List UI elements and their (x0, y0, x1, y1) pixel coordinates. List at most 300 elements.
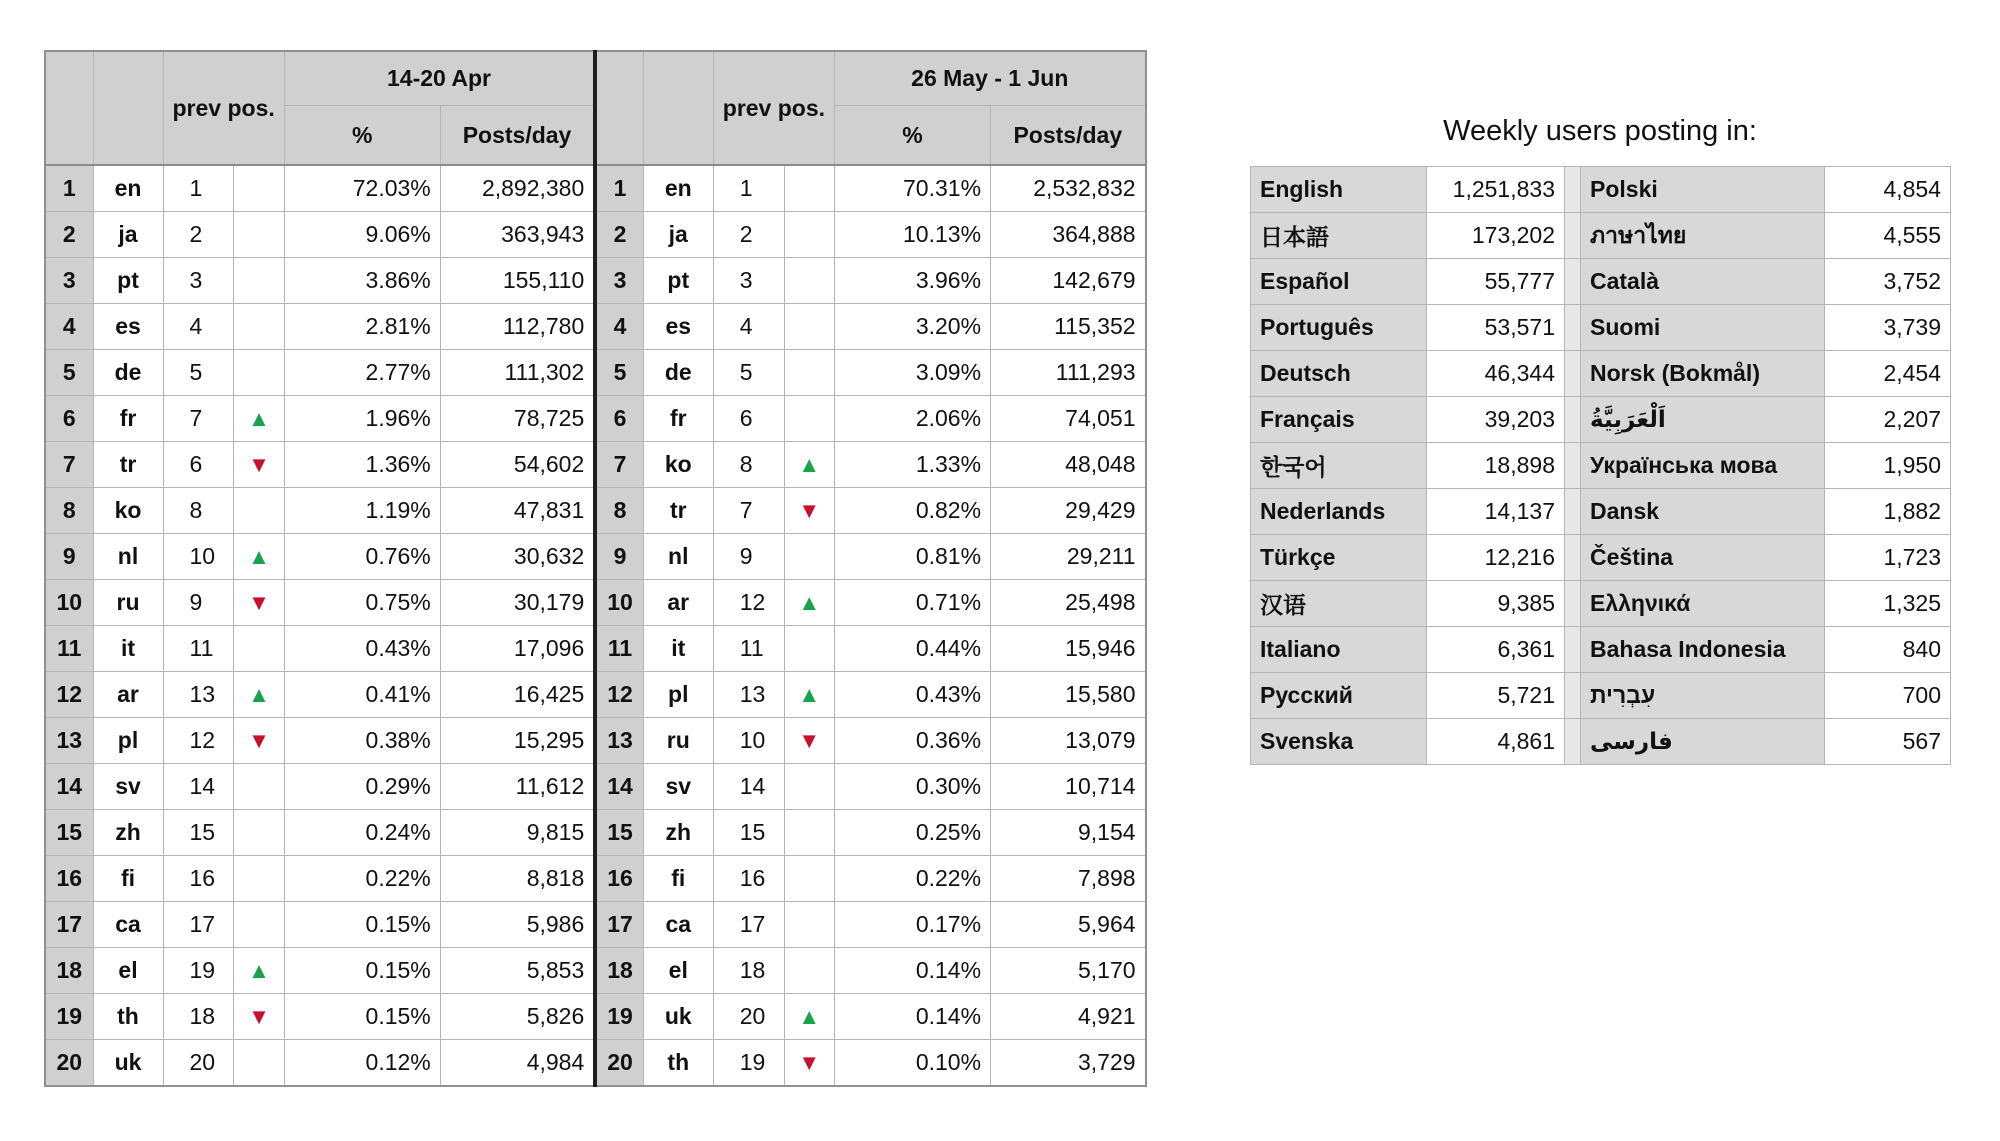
trend-cell (234, 718, 285, 764)
trend-cell (784, 304, 835, 350)
weekly-users-value: 6,361 (1427, 627, 1565, 673)
language-name: Português (1251, 305, 1427, 351)
language-code: es (643, 304, 713, 350)
trend-cell (234, 442, 285, 488)
prev-position: 19 (163, 948, 234, 994)
language-name: Italiano (1251, 627, 1427, 673)
percent-value: 0.15% (284, 902, 440, 948)
language-code: pl (93, 718, 163, 764)
trend-cell (784, 810, 835, 856)
posts-per-day-value: 15,580 (991, 672, 1146, 718)
posts-per-day-value: 2,532,832 (991, 165, 1146, 212)
rank-cell: 7 (595, 442, 643, 488)
prev-position: 10 (713, 718, 784, 764)
language-name: Norsk (Bokmål) (1581, 351, 1825, 397)
language-code: tr (93, 442, 163, 488)
language-name: Polski (1581, 167, 1825, 213)
posts-per-day-value: 4,984 (440, 1040, 595, 1087)
table-row (45, 442, 1146, 488)
language-code: ru (643, 718, 713, 764)
rank-cell: 9 (45, 534, 93, 580)
trend-cell (784, 165, 835, 212)
weekly-users-value: 4,555 (1825, 213, 1951, 259)
posts-per-day-value: 48,048 (991, 442, 1146, 488)
weekly-users-value: 173,202 (1427, 213, 1565, 259)
percent-header: % (835, 106, 991, 166)
rank-cell: 15 (595, 810, 643, 856)
percent-value: 0.76% (284, 534, 440, 580)
percent-value: 0.82% (835, 488, 991, 534)
rank-cell: 7 (45, 442, 93, 488)
weekly-users-value: 1,251,833 (1427, 167, 1565, 213)
weekly-users-title: Weekly users posting in: (1443, 115, 1757, 147)
percent-value: 9.06% (284, 212, 440, 258)
trend-cell (784, 212, 835, 258)
posts-per-day-value: 15,295 (440, 718, 595, 764)
rank-cell: 5 (45, 350, 93, 396)
percent-value: 1.33% (835, 442, 991, 488)
posts-per-day-value: 2,892,380 (440, 165, 595, 212)
posts-per-day-value: 363,943 (440, 212, 595, 258)
weekly-users-value: 46,344 (1427, 351, 1565, 397)
trend-cell (234, 258, 285, 304)
percent-value: 0.29% (284, 764, 440, 810)
percent-value: 0.22% (835, 856, 991, 902)
posts-per-day-value: 4,921 (991, 994, 1146, 1040)
users-row (1251, 397, 1951, 443)
users-row (1251, 305, 1951, 351)
language-code: sv (643, 764, 713, 810)
users-row (1251, 259, 1951, 305)
trend-up-icon: ▲ (798, 1004, 821, 1029)
table-row (45, 810, 1146, 856)
language-code: fr (643, 396, 713, 442)
rank-cell: 10 (45, 580, 93, 626)
trend-cell (234, 1040, 285, 1087)
rank-cell: 9 (595, 534, 643, 580)
prev-pos-header: prev pos. (713, 51, 834, 165)
trend-cell (784, 948, 835, 994)
prev-position: 16 (713, 856, 784, 902)
users-row (1251, 535, 1951, 581)
prev-position: 4 (163, 304, 234, 350)
prev-pos-header: prev pos. (163, 51, 284, 165)
language-name: Français (1251, 397, 1427, 443)
weekly-users-value: 4,861 (1427, 719, 1565, 765)
users-row (1251, 673, 1951, 719)
language-code: nl (93, 534, 163, 580)
prev-position: 11 (163, 626, 234, 672)
language-name: Svenska (1251, 719, 1427, 765)
header-row-periods (45, 51, 1146, 106)
percent-value: 0.43% (835, 672, 991, 718)
posts-per-day-value: 115,352 (991, 304, 1146, 350)
rank-cell: 13 (45, 718, 93, 764)
posts-per-day-value: 155,110 (440, 258, 595, 304)
posts-per-day-value: 74,051 (991, 396, 1146, 442)
code-header (643, 51, 713, 165)
posts-per-day-value: 16,425 (440, 672, 595, 718)
language-code: th (643, 1040, 713, 1087)
rank-cell: 16 (45, 856, 93, 902)
table-row (45, 396, 1146, 442)
trend-cell (784, 396, 835, 442)
table-row (45, 580, 1146, 626)
prev-position: 17 (713, 902, 784, 948)
language-code: sv (93, 764, 163, 810)
rank-cell: 8 (45, 488, 93, 534)
rank-cell: 20 (45, 1040, 93, 1087)
users-row (1251, 443, 1951, 489)
prev-position: 5 (713, 350, 784, 396)
trend-cell (234, 764, 285, 810)
weekly-users-value: 55,777 (1427, 259, 1565, 305)
trend-cell (234, 994, 285, 1040)
language-code: el (643, 948, 713, 994)
language-code: it (643, 626, 713, 672)
posts-per-day-value: 364,888 (991, 212, 1146, 258)
percent-value: 2.06% (835, 396, 991, 442)
language-name: 한국어 (1251, 443, 1427, 489)
rank-cell: 2 (45, 212, 93, 258)
weekly-users-value: 1,325 (1825, 581, 1951, 627)
table-row (45, 165, 1146, 212)
trend-cell (234, 534, 285, 580)
percent-value: 70.31% (835, 165, 991, 212)
percent-value: 72.03% (284, 165, 440, 212)
language-code: uk (93, 1040, 163, 1087)
rank-cell: 8 (595, 488, 643, 534)
posts-per-day-value: 5,826 (440, 994, 595, 1040)
posts-per-day-value: 5,986 (440, 902, 595, 948)
trend-cell (234, 948, 285, 994)
users-row (1251, 581, 1951, 627)
posts-per-day-value: 5,964 (991, 902, 1146, 948)
rank-cell: 18 (45, 948, 93, 994)
table-row (45, 626, 1146, 672)
weekly-users-value: 3,739 (1825, 305, 1951, 351)
trend-cell (784, 258, 835, 304)
prev-position: 7 (163, 396, 234, 442)
language-name: Čeština (1581, 535, 1825, 581)
percent-value: 0.71% (835, 580, 991, 626)
table-row (45, 764, 1146, 810)
trend-down-icon: ▼ (248, 590, 270, 615)
prev-position: 18 (713, 948, 784, 994)
language-code: en (93, 165, 163, 212)
trend-cell (784, 1040, 835, 1087)
rank-cell: 17 (595, 902, 643, 948)
prev-position: 8 (713, 442, 784, 488)
trend-cell (234, 672, 285, 718)
language-code: ja (643, 212, 713, 258)
rank-cell: 14 (45, 764, 93, 810)
code-header (93, 51, 163, 165)
trend-cell (234, 165, 285, 212)
trend-cell (784, 488, 835, 534)
rank-cell: 1 (45, 165, 93, 212)
rank-cell: 15 (45, 810, 93, 856)
language-code: ru (93, 580, 163, 626)
percent-value: 0.36% (835, 718, 991, 764)
prev-position: 14 (163, 764, 234, 810)
prev-position: 14 (713, 764, 784, 810)
percent-value: 2.81% (284, 304, 440, 350)
posts-per-day-value: 112,780 (440, 304, 595, 350)
language-code: fr (93, 396, 163, 442)
weekly-users-value: 700 (1825, 673, 1951, 719)
trend-cell (784, 672, 835, 718)
language-code: fi (93, 856, 163, 902)
language-code: es (93, 304, 163, 350)
percent-value: 0.75% (284, 580, 440, 626)
column-gap (1565, 673, 1581, 719)
percent-value: 0.12% (284, 1040, 440, 1087)
trend-cell (234, 626, 285, 672)
percent-value: 1.36% (284, 442, 440, 488)
trend-cell (234, 212, 285, 258)
language-code: fi (643, 856, 713, 902)
trend-up-icon: ▲ (248, 682, 270, 707)
rank-cell: 10 (595, 580, 643, 626)
language-name: עִבְרִית (1581, 673, 1825, 719)
language-name: Nederlands (1251, 489, 1427, 535)
table-row (45, 212, 1146, 258)
language-code: en (643, 165, 713, 212)
percent-value: 0.10% (835, 1040, 991, 1087)
rank-cell: 12 (45, 672, 93, 718)
trend-cell (234, 856, 285, 902)
rank-cell: 19 (595, 994, 643, 1040)
language-name: Bahasa Indonesia (1581, 627, 1825, 673)
prev-position: 3 (163, 258, 234, 304)
percent-value: 0.15% (284, 994, 440, 1040)
table-row (45, 948, 1146, 994)
language-name: Türkçe (1251, 535, 1427, 581)
weekly-users-table (1250, 166, 1951, 765)
language-code: nl (643, 534, 713, 580)
language-code: it (93, 626, 163, 672)
percent-value: 0.44% (835, 626, 991, 672)
prev-position: 4 (713, 304, 784, 350)
trend-up-icon: ▲ (248, 544, 270, 569)
table-row (45, 718, 1146, 764)
rank-cell: 4 (45, 304, 93, 350)
percent-value: 0.30% (835, 764, 991, 810)
prev-position: 7 (713, 488, 784, 534)
percent-value: 3.20% (835, 304, 991, 350)
language-name: Español (1251, 259, 1427, 305)
posts-per-day-value: 30,179 (440, 580, 595, 626)
table-row (45, 1040, 1146, 1087)
column-gap (1565, 581, 1581, 627)
column-gap (1565, 535, 1581, 581)
table-row (45, 350, 1146, 396)
language-name: Українська мова (1581, 443, 1825, 489)
prev-position: 20 (163, 1040, 234, 1087)
column-gap (1565, 397, 1581, 443)
rank-cell: 17 (45, 902, 93, 948)
prev-position: 20 (713, 994, 784, 1040)
percent-value: 0.17% (835, 902, 991, 948)
rank-cell: 13 (595, 718, 643, 764)
trend-down-icon: ▼ (248, 728, 270, 753)
language-code: pt (93, 258, 163, 304)
prev-position: 2 (163, 212, 234, 258)
language-name: Ελληνικά (1581, 581, 1825, 627)
weekly-users-value: 39,203 (1427, 397, 1565, 443)
table-row (45, 534, 1146, 580)
language-name: Suomi (1581, 305, 1825, 351)
language-name: Deutsch (1251, 351, 1427, 397)
trend-cell (234, 350, 285, 396)
prev-position: 15 (163, 810, 234, 856)
trend-up-icon: ▲ (248, 406, 270, 431)
prev-position: 15 (713, 810, 784, 856)
period-1-header: 14-20 Apr (284, 51, 595, 106)
posts-per-day-header: Posts/day (991, 106, 1146, 166)
trend-cell (784, 442, 835, 488)
posts-per-day-header: Posts/day (440, 106, 595, 166)
table-row (45, 258, 1146, 304)
prev-position: 3 (713, 258, 784, 304)
trend-down-icon: ▼ (248, 452, 270, 477)
rank-cell: 19 (45, 994, 93, 1040)
language-code: uk (643, 994, 713, 1040)
trend-down-icon: ▼ (798, 1050, 821, 1075)
posts-per-day-value: 111,293 (991, 350, 1146, 396)
trend-cell (234, 902, 285, 948)
percent-value: 3.96% (835, 258, 991, 304)
trend-down-icon: ▼ (798, 498, 821, 523)
language-ranking-table (44, 50, 1147, 1087)
trend-cell (234, 488, 285, 534)
weekly-users-value: 3,752 (1825, 259, 1951, 305)
rank-cell: 12 (595, 672, 643, 718)
language-code: ko (643, 442, 713, 488)
percent-value: 1.19% (284, 488, 440, 534)
posts-per-day-value: 17,096 (440, 626, 595, 672)
language-name: English (1251, 167, 1427, 213)
trend-cell (784, 580, 835, 626)
trend-cell (234, 304, 285, 350)
rank-cell: 18 (595, 948, 643, 994)
rank-cell: 11 (595, 626, 643, 672)
rank-cell: 14 (595, 764, 643, 810)
rank-cell: 6 (45, 396, 93, 442)
users-row (1251, 351, 1951, 397)
column-gap (1565, 167, 1581, 213)
weekly-users-value: 12,216 (1427, 535, 1565, 581)
language-code: th (93, 994, 163, 1040)
rank-cell: 3 (45, 258, 93, 304)
prev-position: 6 (713, 396, 784, 442)
language-code: ca (643, 902, 713, 948)
posts-per-day-value: 3,729 (991, 1040, 1146, 1087)
language-code: ar (93, 672, 163, 718)
language-code: de (93, 350, 163, 396)
rank-cell: 5 (595, 350, 643, 396)
users-row (1251, 489, 1951, 535)
language-code: zh (93, 810, 163, 856)
posts-per-day-value: 11,612 (440, 764, 595, 810)
percent-value: 0.15% (284, 948, 440, 994)
posts-per-day-value: 13,079 (991, 718, 1146, 764)
posts-per-day-value: 78,725 (440, 396, 595, 442)
language-name: اَلْعَرَبِيَّةُ (1581, 397, 1825, 443)
posts-per-day-value: 8,818 (440, 856, 595, 902)
rank-cell: 4 (595, 304, 643, 350)
percent-value: 0.14% (835, 994, 991, 1040)
column-gap (1565, 305, 1581, 351)
percent-value: 2.77% (284, 350, 440, 396)
trend-cell (784, 350, 835, 396)
percent-value: 0.81% (835, 534, 991, 580)
rank-header (595, 51, 643, 165)
percent-value: 10.13% (835, 212, 991, 258)
weekly-users-value: 14,137 (1427, 489, 1565, 535)
posts-per-day-value: 9,154 (991, 810, 1146, 856)
users-row (1251, 167, 1951, 213)
posts-per-day-value: 15,946 (991, 626, 1146, 672)
trend-cell (784, 534, 835, 580)
percent-value: 0.22% (284, 856, 440, 902)
table-row (45, 902, 1146, 948)
trend-cell (784, 902, 835, 948)
weekly-users-value: 9,385 (1427, 581, 1565, 627)
prev-position: 10 (163, 534, 234, 580)
prev-position: 13 (713, 672, 784, 718)
rank-cell: 20 (595, 1040, 643, 1087)
percent-value: 0.24% (284, 810, 440, 856)
rank-cell: 2 (595, 212, 643, 258)
language-code: ca (93, 902, 163, 948)
prev-position: 8 (163, 488, 234, 534)
period-2-header: 26 May - 1 Jun (835, 51, 1146, 106)
prev-position: 5 (163, 350, 234, 396)
users-row (1251, 627, 1951, 673)
weekly-users-value: 5,721 (1427, 673, 1565, 719)
percent-value: 0.38% (284, 718, 440, 764)
language-code: ar (643, 580, 713, 626)
rank-cell: 3 (595, 258, 643, 304)
trend-down-icon: ▼ (798, 728, 821, 753)
language-name: ภาษาไทย (1581, 213, 1825, 259)
posts-per-day-value: 5,170 (991, 948, 1146, 994)
trend-cell (784, 994, 835, 1040)
prev-position: 17 (163, 902, 234, 948)
posts-per-day-value: 142,679 (991, 258, 1146, 304)
weekly-users-value: 4,854 (1825, 167, 1951, 213)
weekly-users-value: 2,207 (1825, 397, 1951, 443)
percent-value: 3.09% (835, 350, 991, 396)
rank-cell: 1 (595, 165, 643, 212)
trend-up-icon: ▲ (798, 682, 821, 707)
posts-per-day-value: 111,302 (440, 350, 595, 396)
posts-per-day-value: 30,632 (440, 534, 595, 580)
users-row (1251, 719, 1951, 765)
table-row (45, 488, 1146, 534)
rank-cell: 6 (595, 396, 643, 442)
trend-cell (234, 396, 285, 442)
column-gap (1565, 351, 1581, 397)
language-name: Català (1581, 259, 1825, 305)
trend-up-icon: ▲ (248, 958, 270, 983)
percent-value: 0.25% (835, 810, 991, 856)
language-code: tr (643, 488, 713, 534)
percent-value: 0.41% (284, 672, 440, 718)
language-code: zh (643, 810, 713, 856)
